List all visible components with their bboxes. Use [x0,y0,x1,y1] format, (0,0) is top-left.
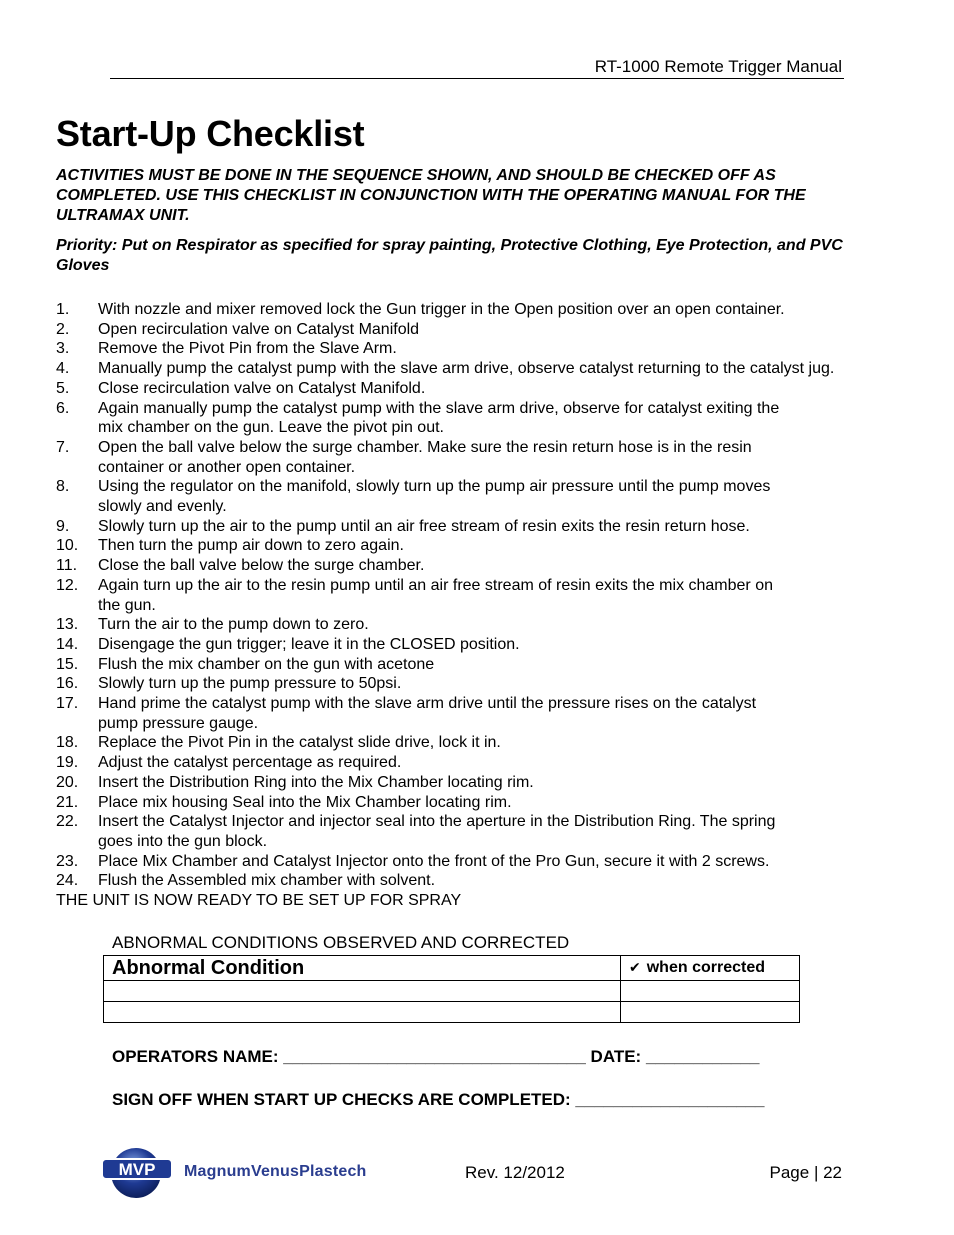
step-number: 1. [56,301,70,318]
condition-cell[interactable] [104,981,621,1002]
step-text: Turn the air to the pump down to zero. [98,616,369,634]
step-text: Slowly turn up the pump pressure to 50psi. [98,675,402,693]
revision-date: Rev. 12/2012 [465,1163,565,1182]
step-text: Using the regulator on the manifold, slowly turn up the pump air pressure until the pump moves slowly and evenly. [98,478,771,516]
step-text: Hand prime the catalyst pump with the slave arm drive until the pressure rises on the catalyst pump pressure gauge. [98,695,757,732]
list-item [56,694,916,733]
abnormal-conditions-caption: ABNORMAL CONDITIONS OBSERVED AND CORRECTED [112,933,570,952]
step-text: Place Mix Chamber and Catalyst Injector onto the front of the Pro Gun, secure it with 2 screws. [98,852,770,870]
step-text: With nozzle and mixer removed lock the Gun trigger in the Open position over an open container. [98,301,785,318]
step-text: Place mix housing Seal into the Mix Chamber locating rim. [98,793,512,811]
header-rule [110,78,844,79]
company-name: MagnumVenusPlastech [184,1163,367,1180]
step-text: Slowly turn up the air to the pump until an air free stream of resin exits the resin return hose. [98,517,750,535]
step-number: 2. [56,320,70,338]
page-number: Page | 22 [769,1163,842,1182]
abnormal-condition-header: Abnormal Condition [104,956,621,981]
list-item [56,576,916,615]
step-text: Insert the Catalyst Injector and injector seal into the aperture in the Distribution Ring. The spring goes into the gun block. [98,813,776,850]
step-number: 11. [56,557,78,575]
step-number: 20. [56,773,79,791]
step-text: Again manually pump the catalyst pump with the slave arm drive, observe for catalyst exiting the mix chamber on the gun. Leave the pivot pin out. [98,399,780,437]
when-corrected-label: when corrected [646,959,765,976]
list-item [56,812,916,851]
step-number: 5. [56,379,70,397]
list-item [56,320,916,340]
step-text: Flush the Assembled mix chamber with solvent. [98,872,436,890]
step-number: 24. [56,872,79,890]
step-number: 6. [56,399,70,417]
step-text: Disengage the gun trigger; leave it in the CLOSED position. [98,635,520,653]
step-number: 21. [56,793,79,811]
step-text: Replace the Pivot Pin in the catalyst slide drive, lock it in. [98,734,501,752]
list-item [56,379,916,399]
ready-statement: THE UNIT IS NOW READY TO BE SET UP FOR SPRAY [56,892,462,909]
table-row [104,981,800,1002]
step-number: 13. [56,616,79,634]
step-number: 18. [56,734,79,752]
step-number: 4. [56,360,70,378]
step-text: Open the ball valve below the surge chamber. Make sure the resin return hose is in the resin container or another open container. [98,438,752,476]
instructions-paragraph: ACTIVITIES MUST BE DONE IN THE SEQUENCE SHOWN, AND SHOULD BE CHECKED OFF AS COMPLETED. USE THIS CHECKLIST IN CONJUNCTION WITH THE OPERATING MANUAL FOR THE ULTRAMAX UNIT. [56,167,806,224]
step-text: Open recirculation valve on Catalyst Manifold [98,320,420,338]
manual-title: RT-1000 Remote Trigger Manual [594,57,842,76]
list-item [56,517,916,537]
priority-paragraph: Priority: Put on Respirator as specified for spray painting, Protective Clothing, Eye Protection, and PVC Gloves [56,237,843,274]
step-number: 8. [56,478,70,496]
list-item [56,635,916,655]
step-text: Close recirculation valve on Catalyst Manifold. [98,379,426,397]
signoff-line: SIGN OFF WHEN START UP CHECKS ARE COMPLETED: ____________________ [112,1090,765,1109]
list-item [56,438,916,477]
table-header-row [104,956,800,981]
list-item [56,674,916,694]
step-number: 7. [56,438,70,456]
list-item [56,399,916,438]
step-text: Insert the Distribution Ring into the Mix Chamber locating rim. [98,773,534,791]
step-number: 12. [56,576,79,594]
step-text: Flush the mix chamber on the gun with acetone [98,655,435,673]
list-item [56,536,916,556]
list-item [56,773,916,793]
logo-badge: MVP [118,1160,156,1179]
step-text: Then turn the pump air down to zero again. [98,537,404,555]
check-icon: ✔ [629,959,641,975]
list-item [56,556,916,576]
operators-name-line: OPERATORS NAME: ________________________________ DATE: ____________ [112,1047,760,1066]
list-item [56,615,916,635]
list-item [56,733,916,753]
list-item [56,477,916,516]
list-item [56,359,916,379]
step-number: 14. [56,635,79,653]
step-number: 22. [56,813,79,831]
list-item [56,655,916,675]
corrected-cell[interactable] [621,1002,800,1023]
abnormal-conditions-table [103,955,800,1023]
condition-cell[interactable] [104,1002,621,1023]
list-item [56,339,916,359]
list-item [56,793,916,813]
step-text: Adjust the catalyst percentage as required. [98,754,402,772]
list-item [56,753,916,773]
step-number: 16. [56,675,79,693]
list-item [56,871,916,891]
page-title: Start-Up Checklist [56,113,365,154]
when-corrected-header [621,956,800,981]
step-text: Again turn up the air to the resin pump until an air free stream of resin exits the mix chamber on the gun. [98,576,773,614]
step-number: 3. [56,340,70,358]
step-text: Remove the Pivot Pin from the Slave Arm. [98,340,397,358]
step-number: 15. [56,655,79,673]
step-number: 9. [56,517,70,535]
list-item [56,300,916,320]
corrected-cell[interactable] [621,981,800,1002]
checklist-steps [56,300,916,891]
step-text: Manually pump the catalyst pump with the slave arm drive, observe catalyst returning to the catalyst jug. [98,360,835,378]
table-row [104,1002,800,1023]
step-number: 23. [56,852,79,870]
step-text: Close the ball valve below the surge chamber. [98,557,425,575]
step-number: 19. [56,754,79,772]
step-number: 17. [56,695,79,713]
list-item [56,852,916,872]
step-number: 10. [56,537,79,555]
